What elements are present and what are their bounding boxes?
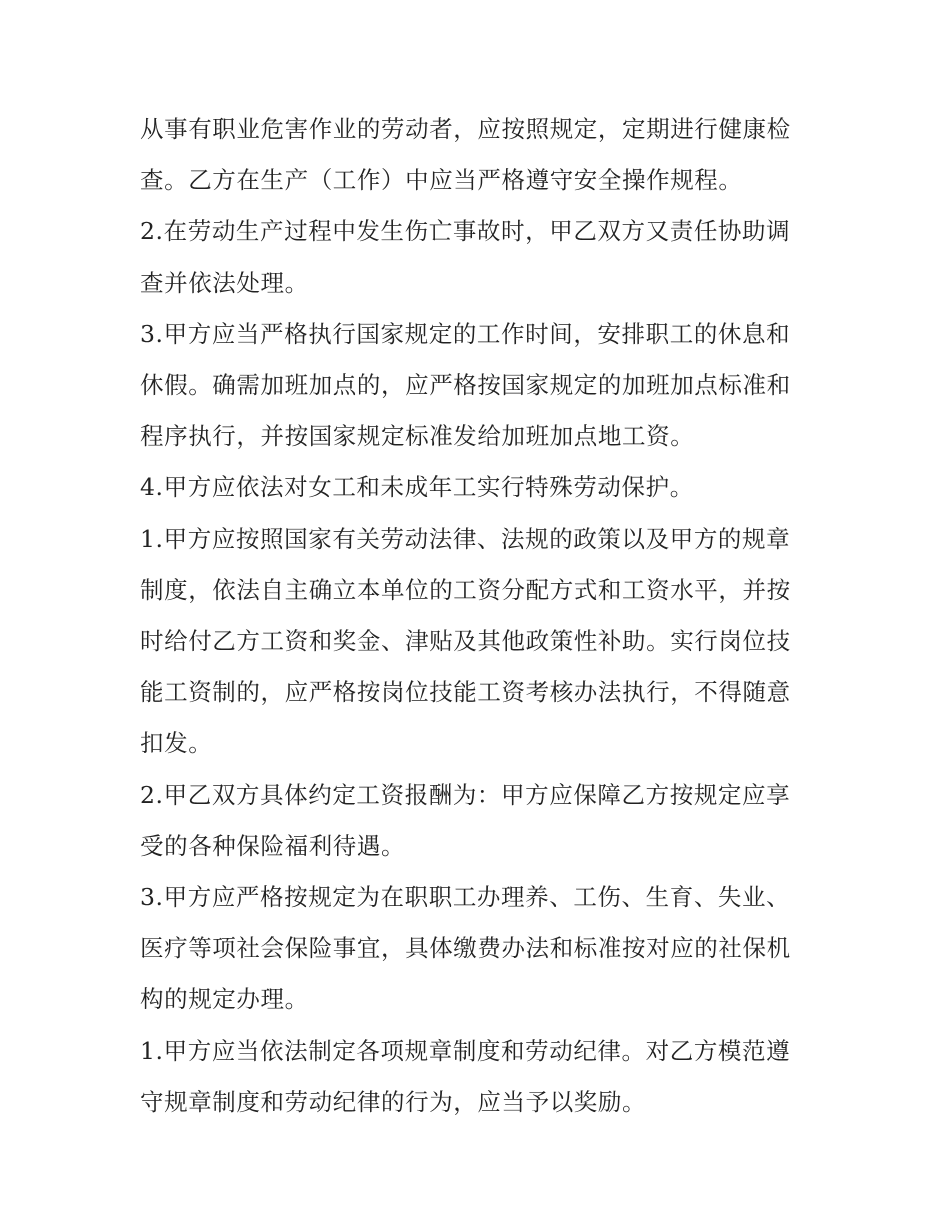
paragraph-social-insurance [140, 872, 820, 1026]
paragraph-accident-handling [140, 206, 820, 308]
text-line: 守规章制度和劳动纪律的行为，应当予以奖励。 [140, 1087, 647, 1116]
text-line: 从事有职业危害作业的劳动者，应按照规定，定期进行健康检 [140, 115, 791, 143]
text-line: 2.甲乙双方具体约定工资报酬为：甲方应保障乙方按规定应享 [140, 780, 791, 809]
paragraph-health-check [140, 104, 820, 206]
paragraph-special-protection [140, 462, 820, 513]
text-line: 3.甲方应当严格执行国家规定的工作时间，安排职工的休息和 [140, 319, 791, 348]
paragraph-working-hours [140, 309, 820, 463]
text-line: 扣发。 [140, 729, 213, 758]
paragraph-rules-discipline [140, 1026, 820, 1128]
text-line: 3.甲方应严格按规定为在职职工办理养、工伤、生育、失业、 [140, 883, 791, 912]
paragraph-wage-agreement [140, 770, 820, 872]
text-line: 4.甲方应依法对女工和未成年工实行特殊劳动保护。 [140, 473, 694, 502]
text-line: 查并依法处理。 [140, 268, 309, 297]
document-body [140, 104, 820, 1128]
text-line: 能工资制的，应严格按岗位技能工资考核办法执行，不得随意 [140, 678, 791, 707]
text-line: 查。乙方在生产（工作）中应当严格遵守安全操作规程。 [140, 166, 743, 195]
text-line: 制度，依法自主确立本单位的工资分配方式和工资水平，并按 [140, 575, 791, 604]
paragraph-wage-payment [140, 514, 820, 770]
text-line: 1.甲方应当依法制定各项规章制度和劳动纪律。对乙方模范遵 [140, 1036, 791, 1065]
text-line: 受的各种保险福利待遇。 [140, 831, 406, 860]
text-line: 构的规定办理。 [140, 985, 309, 1014]
text-line: 医疗等项社会保险事宜，具体缴费办法和标准按对应的社保机 [140, 934, 791, 963]
text-line: 1.甲方应按照国家有关劳动法律、法规的政策以及甲方的规章 [140, 524, 791, 553]
text-line: 休假。确需加班加点的，应严格按国家规定的加班加点标准和 [140, 371, 791, 400]
text-line: 程序执行，并按国家规定标准发给加班加点地工资。 [140, 422, 695, 451]
text-line: 时给付乙方工资和奖金、津贴及其他政策性补助。实行岗位技 [140, 627, 791, 656]
text-line: 2.在劳动生产过程中发生伤亡事故时，甲乙双方又责任协助调 [140, 217, 791, 246]
